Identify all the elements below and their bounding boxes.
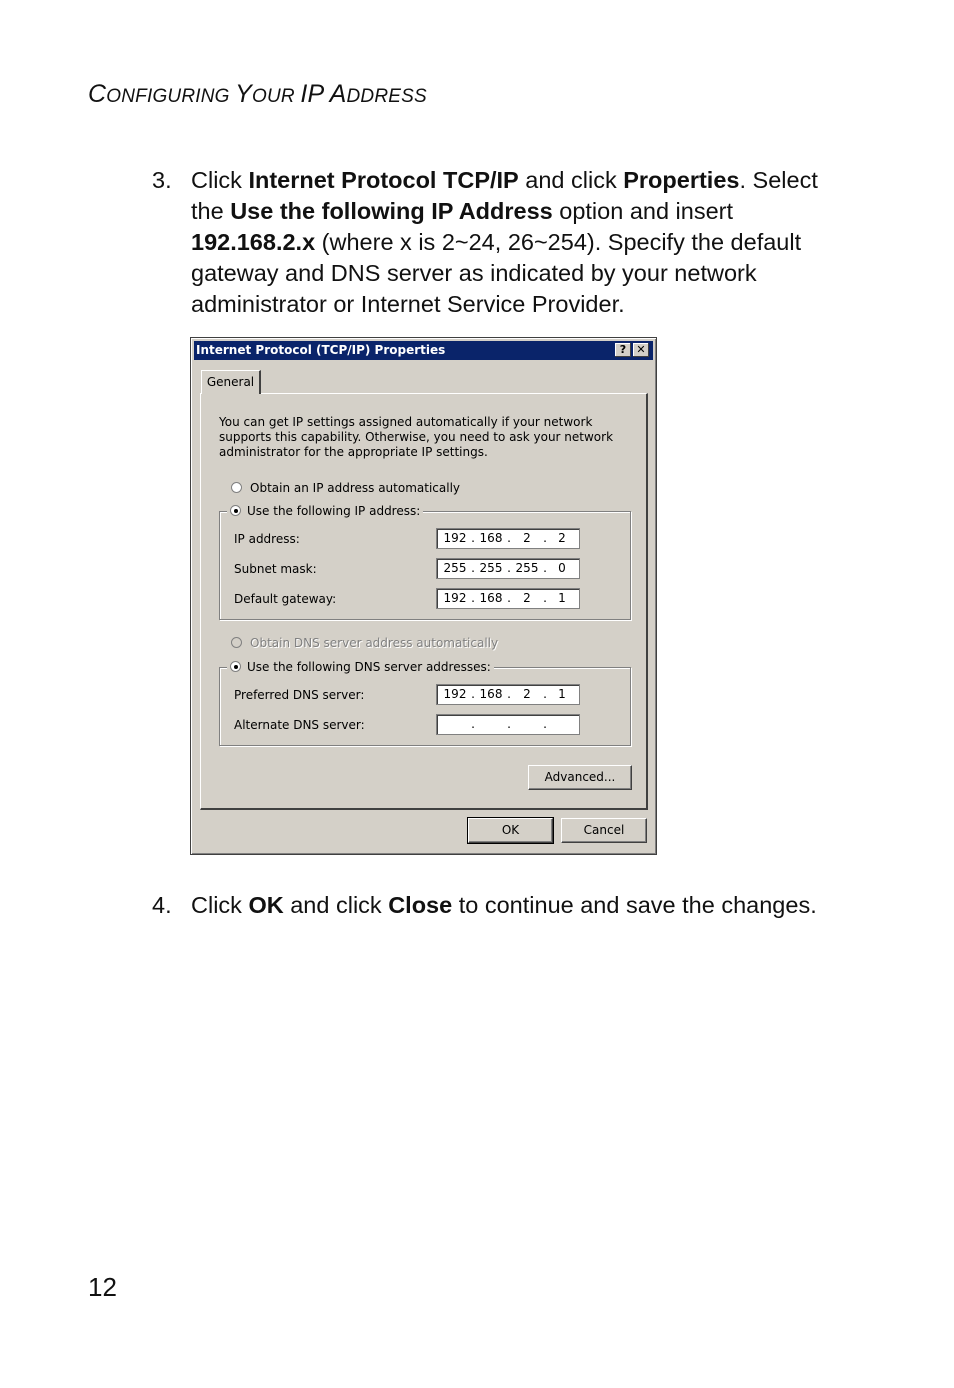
step-text: Click OK and click Close to continue and save the changes.: [191, 892, 817, 918]
radio-use-dns[interactable]: [230, 661, 241, 672]
advanced-button[interactable]: Advanced...: [528, 765, 632, 790]
tcpip-properties-dialog: [190, 337, 657, 855]
step-number: 3.: [152, 167, 172, 193]
dns-server-group: [219, 667, 631, 746]
radio-obtain-dns-auto-label: Obtain DNS server address automatically: [250, 636, 499, 650]
preferred-dns-label: Preferred DNS server:: [234, 688, 365, 702]
alternate-dns-input[interactable]: . . .: [436, 714, 580, 735]
preferred-dns-input[interactable]: 192 . 168 . 2 . 1: [436, 684, 580, 705]
use-dns-legend[interactable]: [227, 660, 494, 674]
step-text: Click Internet Protocol TCP/IP and click Properties. Select the Use the following IP Address option and insert 192.168.2.x (where x is 2~24, 26~254). Specify the default gateway and DNS server as indicated by your network administrator or Internet Service Provider.: [191, 167, 818, 317]
ok-button[interactable]: OK: [468, 818, 553, 843]
help-button[interactable]: ?: [615, 343, 631, 357]
page-number: 12: [88, 1272, 117, 1302]
ip-address-label: IP address:: [234, 532, 300, 546]
subnet-mask-label: Subnet mask:: [234, 562, 317, 576]
alternate-dns-label: Alternate DNS server:: [234, 718, 365, 732]
radio-obtain-ip-auto[interactable]: [231, 482, 242, 493]
radio-obtain-ip-auto-label[interactable]: Obtain an IP address automatically: [250, 481, 461, 495]
radio-obtain-dns-auto: [231, 637, 242, 648]
step-3: [152, 165, 852, 320]
ip-address-group: [219, 511, 631, 620]
default-gateway-label: Default gateway:: [234, 592, 337, 606]
general-panel: [200, 393, 648, 810]
radio-use-ip-label[interactable]: Use the following IP address:: [247, 504, 421, 518]
dialog-title: Internet Protocol (TCP/IP) Properties: [196, 343, 446, 357]
use-ip-legend[interactable]: [227, 504, 423, 518]
step-4: [152, 890, 852, 921]
step-number: 4.: [152, 892, 172, 918]
ip-address-input[interactable]: 192 . 168 . 2 . 2: [436, 528, 580, 549]
radio-use-ip[interactable]: [230, 505, 241, 516]
dialog-titlebar: [194, 341, 653, 360]
default-gateway-input[interactable]: 192 . 168 . 2 . 1: [436, 588, 580, 609]
radio-use-dns-label[interactable]: Use the following DNS server addresses:: [247, 660, 491, 674]
running-header: CONFIGURING YOUR IP ADDRESS: [88, 80, 427, 108]
tab-general[interactable]: General: [201, 370, 261, 394]
intro-text: You can get IP settings assigned automatically if your network supports this capability. Otherwise, you need to ask your network administrator for the appropriate IP settings.: [219, 415, 614, 459]
close-icon[interactable]: ✕: [633, 343, 649, 357]
cancel-button[interactable]: Cancel: [561, 818, 647, 843]
subnet-mask-input[interactable]: 255 . 255 . 255 . 0: [436, 558, 580, 579]
